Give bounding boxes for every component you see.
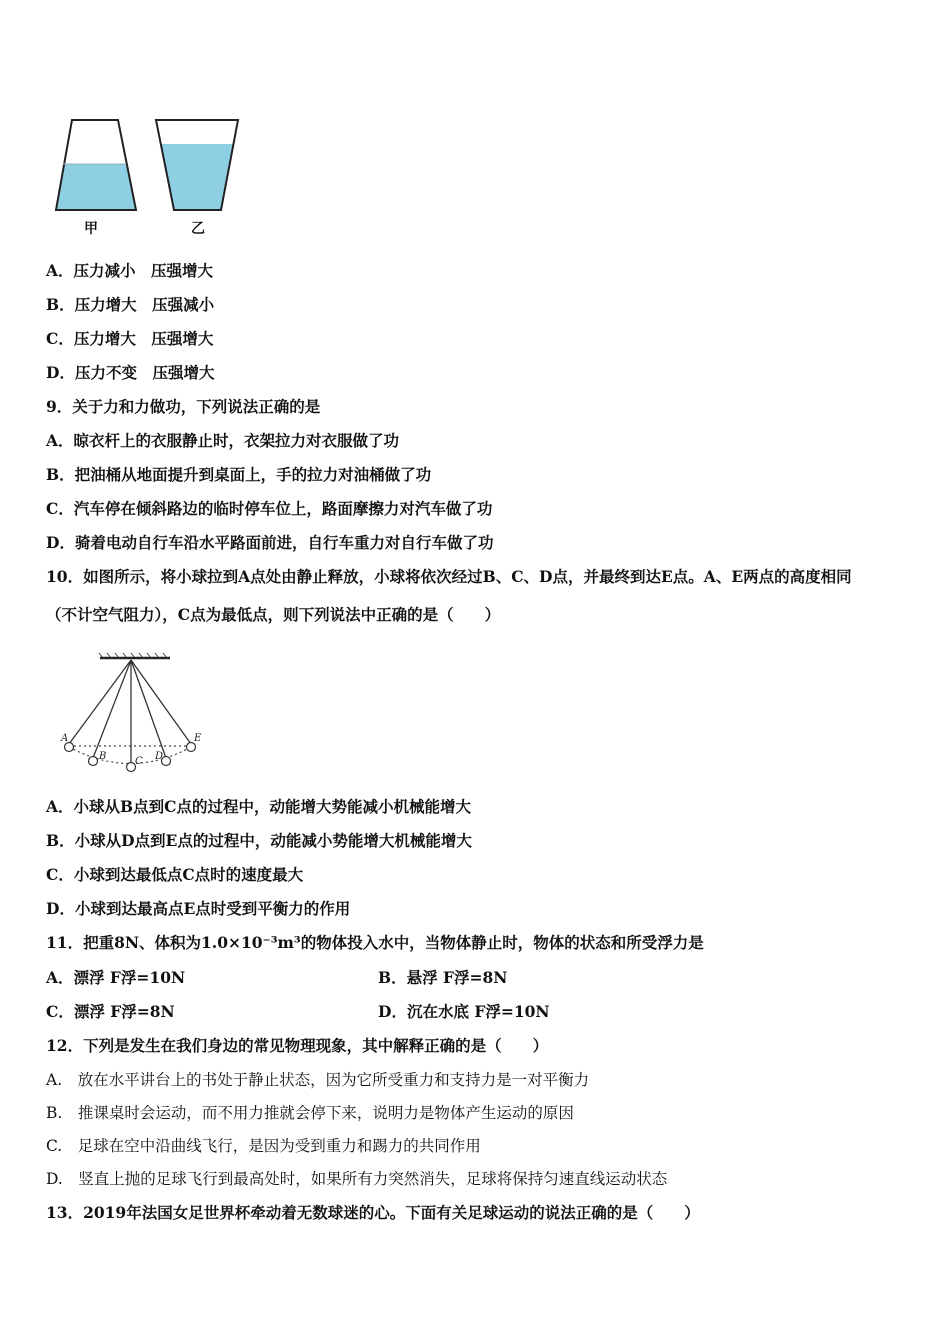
q10-option-d: D．小球到达最高点E点时受到平衡力的作用	[46, 899, 351, 918]
pendulum-figure	[55, 648, 215, 783]
q10-stem-line2: （不计空气阻力），C点为最低点，则下列说法中正确的是（ ）	[46, 605, 501, 624]
q10-option-c: C．小球到达最低点C点时的速度最大	[46, 865, 304, 884]
q11-option-a: A．漂浮 F浮=10N	[46, 968, 186, 987]
point-label-d: D	[155, 751, 164, 762]
point-label-a: A	[61, 733, 69, 744]
containers-figure	[50, 112, 250, 242]
ball-b	[89, 757, 98, 766]
q11-option-c: C．漂浮 F浮=8N	[46, 1002, 175, 1021]
q9-option-d: D．骑着电动自行车沿水平路面前进，自行车重力对自行车做了功	[46, 533, 494, 552]
q8-option-c: C．压力增大 压强增大	[46, 329, 214, 348]
q8-option-d: D．压力不变 压强增大	[46, 363, 215, 382]
point-label-c: C	[135, 756, 143, 767]
container-label-yi: 乙	[191, 221, 205, 237]
q9-option-b: B．把油桶从地面提升到桌面上，手的拉力对油桶做了功	[46, 465, 432, 484]
q12-option-d: D. 竖直上抛的足球飞行到最高处时，如果所有力突然消失，足球将保持匀速直线运动状态	[46, 1170, 668, 1188]
q9-stem: 9．关于力和力做功，下列说法正确的是	[46, 397, 321, 416]
q11-stem: 11．把重8N、体积为1.0×10⁻³m³的物体投入水中，当物体静止时，物体的状态和所受浮力是	[46, 933, 704, 952]
q8-option-b: B．压力增大 压强减小	[46, 295, 215, 314]
q11-option-b: B．悬浮 F浮=8N	[378, 968, 508, 987]
q10-option-b: B．小球从D点到E点的过程中，动能减小势能增大机械能增大	[46, 831, 472, 850]
q12-option-a: A. 放在水平讲台上的书处于静止状态，因为它所受重力和支持力是一对平衡力	[46, 1071, 590, 1089]
container-jia-water	[56, 164, 136, 210]
q12-option-b: B. 推课桌时会运动，而不用力推就会停下来，说明力是物体产生运动的原因	[46, 1104, 574, 1122]
q11-option-d: D．沉在水底 F浮=10N	[378, 1002, 550, 1021]
q9-option-a: A．晾衣杆上的衣服静止时，衣架拉力对衣服做了功	[46, 431, 400, 450]
q9-option-c: C．汽车停在倾斜路边的临时停车位上，路面摩擦力对汽车做了功	[46, 499, 493, 518]
container-label-jia: 甲	[84, 221, 98, 237]
q8-option-a: A．压力减小 压强增大	[46, 261, 214, 280]
q10-option-a: A．小球从B点到C点的过程中，动能增大势能减小机械能增大	[46, 797, 471, 816]
q10-stem-line1: 10．如图所示，将小球拉到A点处由静止释放，小球将依次经过B、C、D点，并最终到达E点。A、E两点的高度相同	[46, 567, 852, 586]
point-label-e: E	[194, 733, 202, 744]
q13-stem: 13．2019年法国女足世界杯牵动着无数球迷的心。下面有关足球运动的说法正确的是（ ）	[46, 1203, 700, 1222]
q12-stem: 12．下列是发生在我们身边的常见物理现象，其中解释正确的是（ ）	[46, 1036, 549, 1055]
point-label-b: B	[99, 751, 107, 762]
q12-option-c: C. 足球在空中沿曲线飞行，是因为受到重力和踢力的共同作用	[46, 1137, 481, 1155]
